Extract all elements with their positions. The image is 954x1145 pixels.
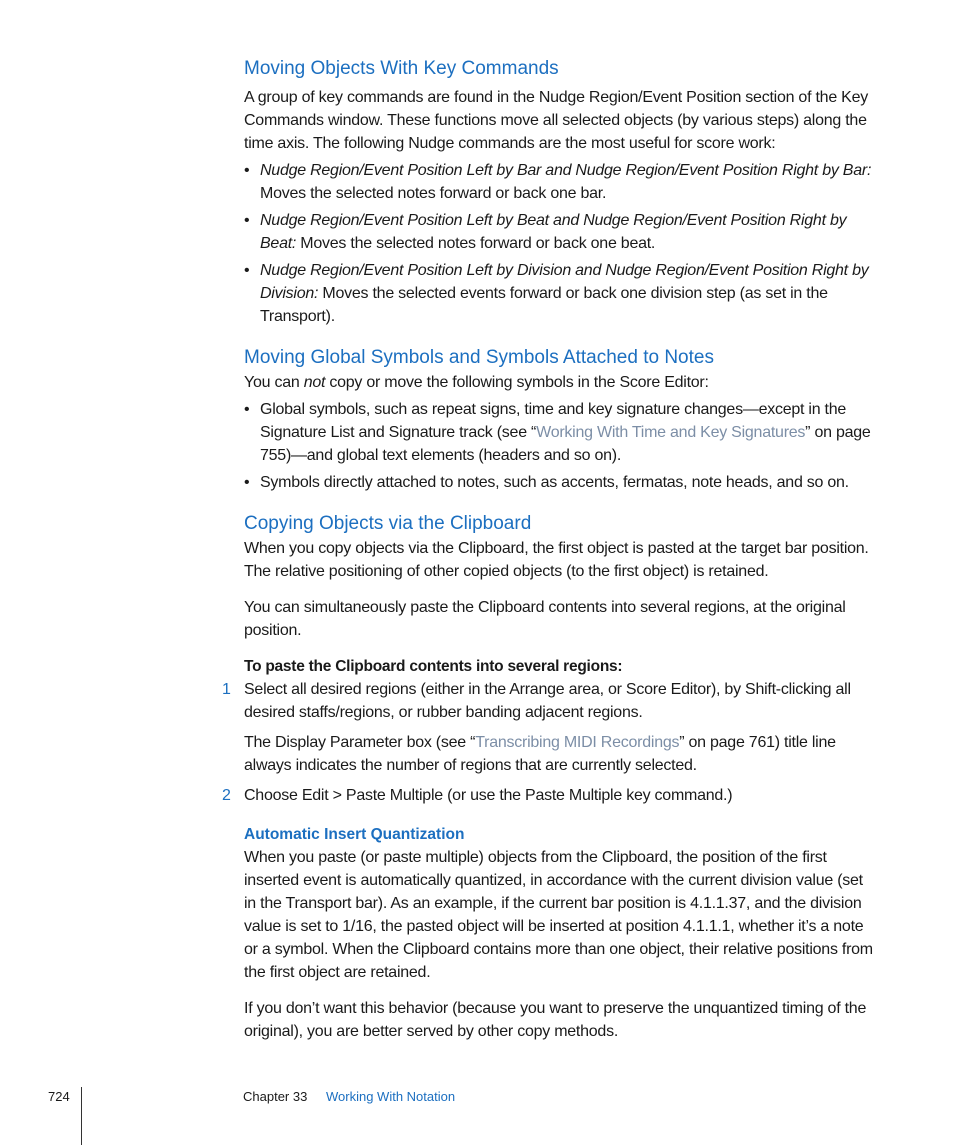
nudge-commands-list: [244, 159, 874, 328]
command-term: Nudge Region/Event Position Left by Beat and Nudge Region/Event Position Right by Beat:: [260, 212, 847, 252]
chapter-label: Chapter 33: [243, 1089, 308, 1104]
procedure-step-1: [222, 678, 874, 777]
bullet-icon: •: [244, 262, 250, 279]
page-content: [222, 56, 874, 1043]
command-description: Moves the selected notes forward or back one bar.: [260, 185, 607, 202]
paragraph-insert-quantization: When you paste (or paste multiple) objects from the Clipboard, the position of the first inserted event is automatically quantized, in accordance with the current division value (set in the Transport bar). As an example, if the current bar position is 4.1.1.37, and the division value is set to 1/16, the pasted object will be inserted at position 4.1.1.1, whether it’s a note or a symbol. When the Clipboard contains more than one object, their relative positions from the first object are retained.: [244, 849, 873, 981]
command-description: Moves the selected events forward or back one division step (as set in the Transport).: [260, 285, 828, 325]
paragraph-key-commands-intro: A group of key commands are found in the Nudge Region/Event Position section of the Key Commands window. These functions move all selected objects (by various steps) along the time axis. The following Nudge commands are the most useful for score work:: [244, 89, 868, 152]
step-text: Select all desired regions (either in the Arrange area, or Score Editor), by Shift-clicking all desired staffs/regions, or rubber banding adjacent regions.: [244, 681, 851, 721]
paragraph-paste-several-regions: You can simultaneously paste the Clipboard contents into several regions, at the original position.: [244, 599, 846, 639]
symbols-list: [244, 398, 874, 494]
step-text: Choose Edit > Paste Multiple (or use the Paste Multiple key command.): [244, 787, 733, 804]
step-note: [244, 731, 874, 777]
link-time-key-signatures[interactable]: Working With Time and Key Signatures: [536, 424, 806, 441]
list-item: [244, 471, 874, 494]
heading-copying-objects-clipboard: Copying Objects via the Clipboard: [244, 513, 532, 534]
step-number: 2: [222, 787, 231, 804]
heading-moving-global-symbols: Moving Global Symbols and Symbols Attached to Notes: [244, 347, 714, 368]
command-term: Nudge Region/Event Position Left by Division and Nudge Region/Event Position Right by Division:: [260, 262, 869, 302]
page-number: 724: [48, 1089, 70, 1104]
command-term: Nudge Region/Event Position Left by Bar and Nudge Region/Event Position Right by Bar:: [260, 162, 872, 179]
heading-moving-objects-key-commands: Moving Objects With Key Commands: [244, 58, 559, 79]
list-item: [244, 398, 874, 467]
emphasis-not: not: [303, 374, 326, 391]
step-number: 1: [222, 681, 231, 698]
link-transcribing-midi[interactable]: Transcribing MIDI Recordings: [475, 734, 680, 751]
list-text-rest: ” on page 755)—and global text elements (headers and so on).: [260, 424, 871, 464]
list-text: Global symbols, such as repeat signs, time and key signature changes—except in the Signature List and Signature track (see “: [260, 401, 847, 441]
paragraph-global-symbols-intro: [244, 371, 874, 394]
page-footer: [0, 1087, 954, 1127]
list-item: [244, 259, 874, 328]
bullet-icon: •: [244, 212, 250, 229]
bullet-icon: •: [244, 162, 250, 179]
intro-text-rest: copy or move the following symbols in the Score Editor:: [325, 374, 709, 391]
note-text-rest: ” on page 761) title line always indicates the number of regions that are currently selected.: [244, 734, 836, 774]
command-description: Moves the selected notes forward or back one beat.: [296, 235, 656, 252]
list-text: Symbols directly attached to notes, such as accents, fermatas, note heads, and so on.: [260, 474, 849, 491]
paragraph-other-copy-methods: If you don’t want this behavior (because you want to preserve the unquantized timing of the original), you are better served by other copy methods.: [244, 1000, 867, 1040]
chapter-title-link[interactable]: Working With Notation: [326, 1089, 456, 1104]
bullet-icon: •: [244, 401, 250, 418]
note-text: The Display Parameter box (see “: [244, 734, 476, 751]
list-item: [244, 159, 874, 205]
paragraph-clipboard-copy: When you copy objects via the Clipboard, the first object is pasted at the target bar position. The relative positioning of other copied objects (to the first object) is retained.: [244, 540, 869, 580]
intro-text: You can: [244, 374, 304, 391]
procedure-title: To paste the Clipboard contents into several regions:: [244, 658, 623, 675]
list-item: [244, 209, 874, 255]
bullet-icon: •: [244, 474, 250, 491]
procedure-step-2: [222, 784, 874, 807]
footer-divider: [81, 1087, 82, 1145]
heading-automatic-insert-quantization: Automatic Insert Quantization: [244, 826, 465, 843]
